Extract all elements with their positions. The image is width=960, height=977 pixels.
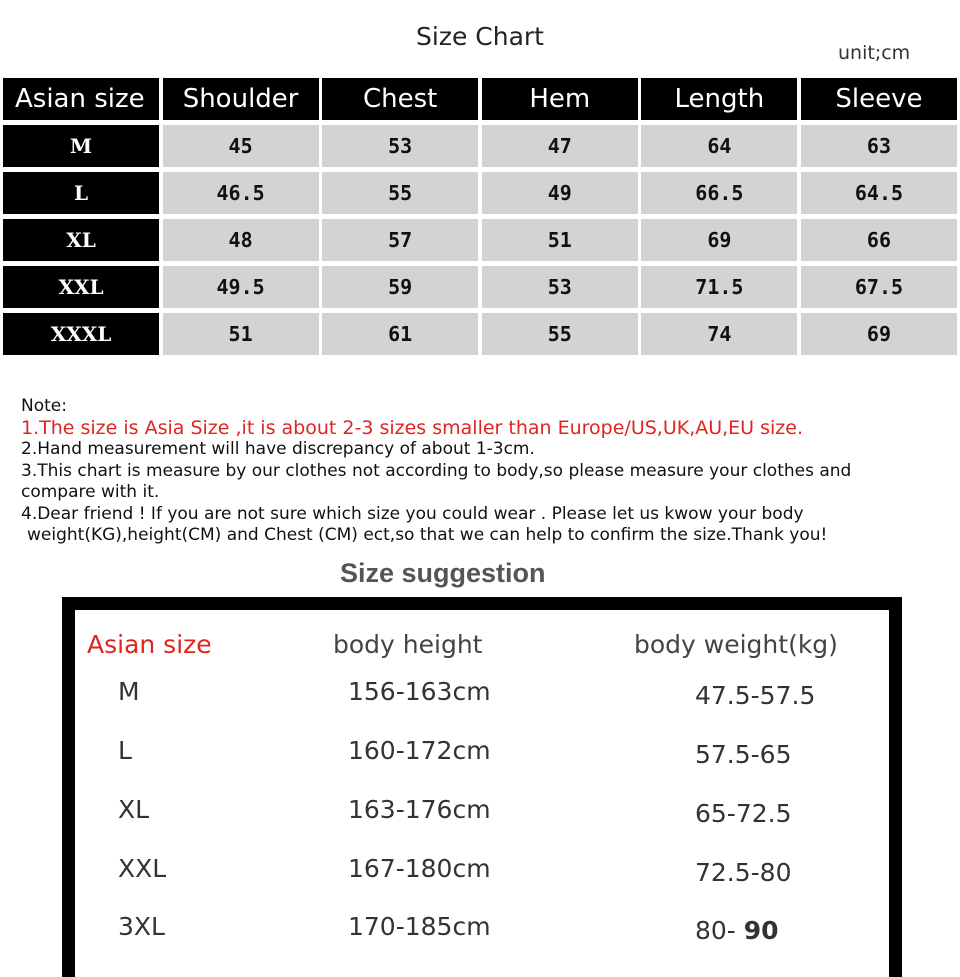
- suggestion-weight: [695, 916, 779, 945]
- suggestion-weight: 47.5-57.5: [695, 681, 816, 710]
- table-cell: 53: [322, 125, 478, 167]
- suggestion-weight: 72.5-80: [695, 858, 792, 887]
- table-cell: 49: [482, 172, 638, 214]
- table-cell: 51: [482, 219, 638, 261]
- table-cell: 47: [482, 125, 638, 167]
- table-cell: 45: [163, 125, 319, 167]
- size-suggestion-title: Size suggestion: [340, 558, 546, 588]
- suggestion-height: 163-176cm: [348, 795, 491, 824]
- suggestion-size: L: [118, 736, 132, 765]
- table-cell: 64.5: [801, 172, 957, 214]
- header-sleeve: Sleeve: [801, 78, 957, 120]
- note-measure-clothes-cont: compare with it.: [21, 482, 160, 502]
- suggestion-header-weight: body weight(kg): [634, 630, 838, 659]
- suggestion-size: 3XL: [118, 912, 165, 941]
- row-size-label: L: [3, 172, 159, 214]
- size-chart-table: [3, 78, 957, 355]
- table-cell: 51: [163, 313, 319, 355]
- table-cell: 59: [322, 266, 478, 308]
- table-cell: 57: [322, 219, 478, 261]
- header-chest: Chest: [322, 78, 478, 120]
- suggestion-size: XL: [118, 795, 150, 824]
- notes-label: Note:: [21, 396, 67, 416]
- row-size-label: XXL: [3, 266, 159, 308]
- suggestion-weight-bold: 90: [743, 916, 779, 945]
- table-cell: 46.5: [163, 172, 319, 214]
- table-cell: 74: [641, 313, 797, 355]
- suggestion-height: 167-180cm: [348, 854, 491, 883]
- note-asia-size-warning: 1.The size is Asia Size ,it is about 2-3 sizes smaller than Europe/US,UK,AU,EU size.: [21, 416, 804, 439]
- suggestion-weight: 57.5-65: [695, 740, 792, 769]
- table-cell: 53: [482, 266, 638, 308]
- table-cell: 64: [641, 125, 797, 167]
- table-cell: 61: [322, 313, 478, 355]
- suggestion-height: 156-163cm: [348, 677, 491, 706]
- table-cell: 67.5: [801, 266, 957, 308]
- table-cell: 55: [322, 172, 478, 214]
- table-cell: 48: [163, 219, 319, 261]
- header-shoulder: Shoulder: [163, 78, 319, 120]
- note-hand-measurement: 2.Hand measurement will have discrepancy of about 1-3cm.: [21, 439, 535, 459]
- suggestion-header-height: body height: [333, 630, 483, 659]
- unit-label: unit;cm: [838, 42, 911, 64]
- row-size-label: M: [3, 125, 159, 167]
- suggestion-size: XXL: [118, 854, 167, 883]
- suggestion-weight-prefix: 80-: [695, 916, 744, 945]
- suggestion-weight: 65-72.5: [695, 799, 792, 828]
- note-contact-us: 4.Dear friend ! If you are not sure which size you could wear . Please let us kwow your body: [21, 503, 804, 524]
- row-size-label: XL: [3, 219, 159, 261]
- table-cell: 71.5: [641, 266, 797, 308]
- table-cell: 66.5: [641, 172, 797, 214]
- table-cell: 55: [482, 313, 638, 355]
- header-hem: Hem: [482, 78, 638, 120]
- table-cell: 49.5: [163, 266, 319, 308]
- table-cell: 69: [641, 219, 797, 261]
- suggestion-header-size: Asian size: [87, 630, 212, 659]
- row-size-label: XXXL: [3, 313, 159, 355]
- header-asian-size: Asian size: [3, 78, 159, 120]
- note-contact-us-cont: weight(KG),height(CM) and Chest (CM) ect,so that we can help to confirm the size.Thank you!: [27, 525, 828, 545]
- notes-block: [21, 396, 951, 547]
- header-length: Length: [641, 78, 797, 120]
- size-suggestion-table: [62, 597, 902, 977]
- table-cell: 63: [801, 125, 957, 167]
- note-measure-clothes: 3.This chart is measure by our clothes not according to body,so please measure your clothes and: [21, 460, 852, 481]
- suggestion-height: 170-185cm: [348, 912, 491, 941]
- table-cell: 69: [801, 313, 957, 355]
- suggestion-size: M: [118, 677, 140, 706]
- page-title: Size Chart: [416, 22, 544, 51]
- table-cell: 66: [801, 219, 957, 261]
- suggestion-height: 160-172cm: [348, 736, 491, 765]
